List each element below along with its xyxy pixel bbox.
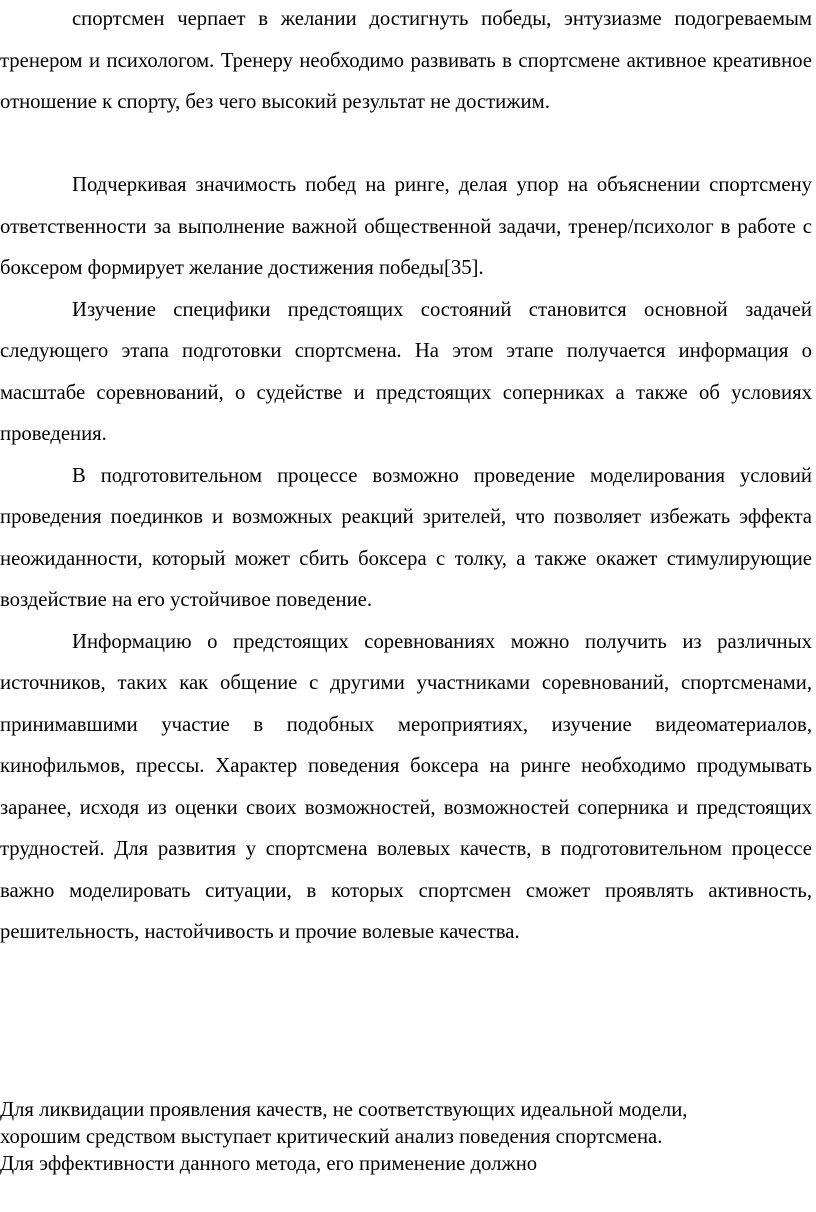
closing-line-2: хорошим средством выступает критический анализ поведения спортсмена. — [0, 1126, 663, 1148]
closing-text — [0, 1097, 812, 1178]
paragraph-1: спортсмен черпает в желании достигнуть победы, энтузиазме подогреваемым тренером и психологом. Тренеру необходимо развивать в спортсмене активное креативное отношение к спорту, без чего высокий результат не достижим. — [0, 8, 812, 113]
closing-line-3: Для эффективности данного метода, его применение должно — [0, 1153, 538, 1175]
paragraph-4: В подготовительном процессе возможно проведение моделирования условий проведения поединков и возможных реакций зрителей, что позволяет избежать эффекта неожиданности, который может сбить боксера с толку, а также окажет стимулирующие воздействие на его устойчивое поведение. — [0, 464, 812, 611]
paragraph-5: Информацию о предстоящих соревнованиях можно получить из различных источников, таких как общение с другими участниками соревнований, спортсменами, принимавшими участие в подобных мероприятиях, изучение видеоматериалов, кинофильмов, прессы. Характер поведения боксера на ринге необходимо продумывать заранее, исходя из оценки своих возможностей, возможностей соперника и предстоящих трудностей. Для развития у спортсмена волевых качеств, в подготовительном процессе важно моделировать ситуации, в которых спортсмен сможет проявлять активность, решительность, настойчивость и прочие волевые качества. — [0, 630, 812, 943]
closing-line-1: Для ликвидации проявления качеств, не соответствующих идеальной модели, — [0, 1099, 688, 1121]
paragraph-2: Подчеркивая значимость побед на ринге, делая упор на объяснении спортсмену ответственности за выполнение важной общественной задачи, тренер/психолог в работе с боксером формирует желание достижения победы[35]. — [0, 174, 812, 279]
paragraph-3: Изучение специфики предстоящих состояний становится основной задачей следующего этапа подготовки спортсмена. На этом этапе получается информация о масштабе соревнований, о судействе и предстоящих соперниках а также об условиях проведения. — [0, 298, 812, 445]
body-paragraphs — [0, 165, 812, 954]
